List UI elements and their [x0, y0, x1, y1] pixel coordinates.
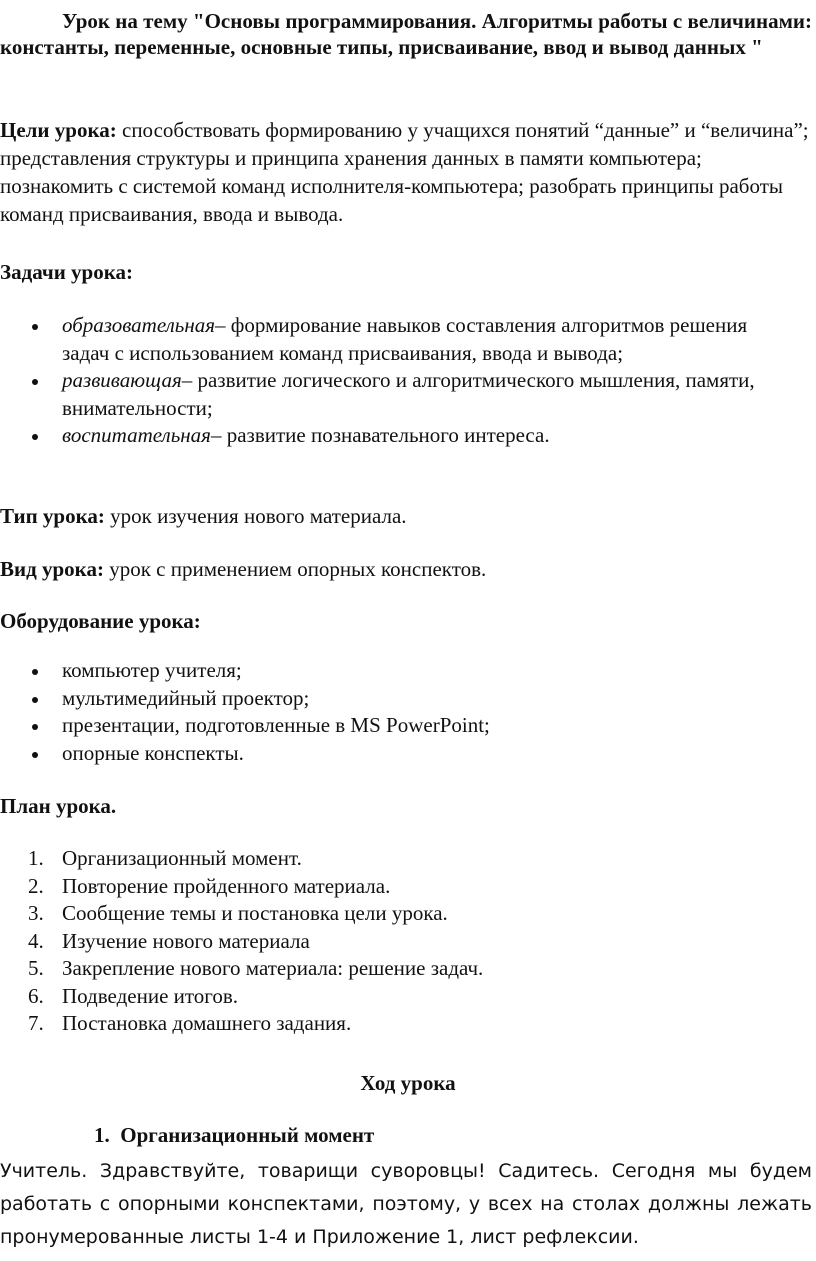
plan-item-text: Повторение пройденного материала. — [62, 873, 391, 898]
plan-item-number: 6. — [28, 983, 44, 1008]
plan-item-text: Организационный момент. — [62, 846, 302, 870]
lesson-progress-heading: Ход урока — [360, 1071, 456, 1095]
plan-item-number: 2. — [28, 873, 44, 898]
section-1-paragraph: Учитель. Здравствуйте, товарищи суворовцы! Садитесь. Сегодня мы будем работать с опорными конспектами, поэтому, у всех на столах должны лежать пронумерованные листы 1-4 и Приложение 1, лист рефлексии. — [0, 1160, 812, 1248]
plan-item-text: Закрепление нового материала: решение задач. — [62, 956, 484, 980]
plan-item — [0, 873, 812, 901]
task-item — [0, 422, 812, 450]
plan-item-number: 3. — [28, 901, 44, 925]
plan-item — [0, 928, 812, 956]
bullet-icon — [32, 379, 38, 385]
plan-item-number: 4. — [28, 928, 44, 953]
plan-item-text: Сообщение темы и постановка цели урока. — [62, 901, 448, 925]
bullet-icon — [32, 752, 38, 758]
bullet-icon — [32, 324, 38, 330]
section-1-number: 1. — [94, 1123, 110, 1147]
bullet-icon — [32, 697, 38, 703]
lesson-type-text: урок изучения нового материала. — [104, 504, 407, 528]
task-term: образовательная — [62, 313, 216, 337]
plan-heading: План урока. — [0, 794, 117, 818]
lesson-goals-text: способствовать формированию у учащихся понятий “данные” и “величина”; представления структуры и принципа хранения данных в памяти компьютера; познакомить с системой команд исполнителя-компьютера; разобрать принципы работы команд присваивания, ввода и вывода. — [0, 118, 809, 226]
task-item — [0, 312, 812, 367]
plan-item-number: 1. — [28, 846, 44, 870]
plan-item-text: Постановка домашнего задания. — [62, 1011, 352, 1035]
plan-item — [0, 845, 812, 873]
lesson-goals-label: Цели урока: — [0, 118, 117, 142]
plan-item — [0, 900, 812, 928]
lesson-kind-label: Вид урока: — [0, 557, 104, 581]
section-1-title: Организационный момент — [120, 1123, 375, 1147]
plan-item — [0, 955, 812, 983]
task-term: воспитательная — [62, 423, 211, 447]
plan-item-number: 7. — [28, 1011, 44, 1035]
equipment-item: мультимедийный проектор; — [0, 685, 812, 713]
plan-item — [0, 1010, 812, 1038]
equipment-item: презентации, подготовленные в MS PowerPoint; — [0, 712, 812, 740]
bullet-icon — [32, 669, 38, 675]
plan-item-number: 5. — [28, 956, 44, 980]
task-text: – развитие познавательного интереса. — [210, 423, 550, 447]
lesson-type-label: Тип урока: — [0, 504, 105, 528]
plan-item-text: Подведение итогов. — [62, 983, 239, 1008]
task-item — [0, 367, 812, 422]
lesson-type — [0, 502, 812, 530]
equipment-item: компьютер учителя; — [0, 657, 812, 685]
bullet-icon — [32, 434, 38, 440]
lesson-kind-text: урок с применением опорных конспектов. — [103, 557, 487, 581]
plan-item-text: Изучение нового материала — [62, 928, 310, 953]
task-text: – развитие логического и алгоритмического мышления, памяти, внимательности; — [62, 368, 755, 420]
task-text: – формирование навыков составления алгоритмов решения задач с использованием команд присваивания, ввода и вывода; — [62, 313, 748, 365]
equipment-item: опорные конспекты. — [0, 740, 812, 768]
section-1-heading — [94, 1121, 374, 1149]
tasks-heading: Задачи урока: — [0, 260, 134, 284]
lesson-kind — [0, 555, 812, 583]
equipment-heading: Оборудование урока: — [0, 609, 201, 633]
equipment-list — [0, 657, 812, 767]
document-title: Урок на тему "Основы программирования. Алгоритмы работы с величинами: константы, переменные, основные типы, присваивание, ввод и вывод данных " — [0, 9, 812, 59]
task-term: развивающая — [62, 368, 182, 392]
bullet-icon — [32, 724, 38, 730]
plan-list — [0, 845, 812, 1038]
plan-item — [0, 983, 812, 1011]
lesson-goals — [0, 116, 812, 228]
tasks-list — [0, 312, 812, 450]
